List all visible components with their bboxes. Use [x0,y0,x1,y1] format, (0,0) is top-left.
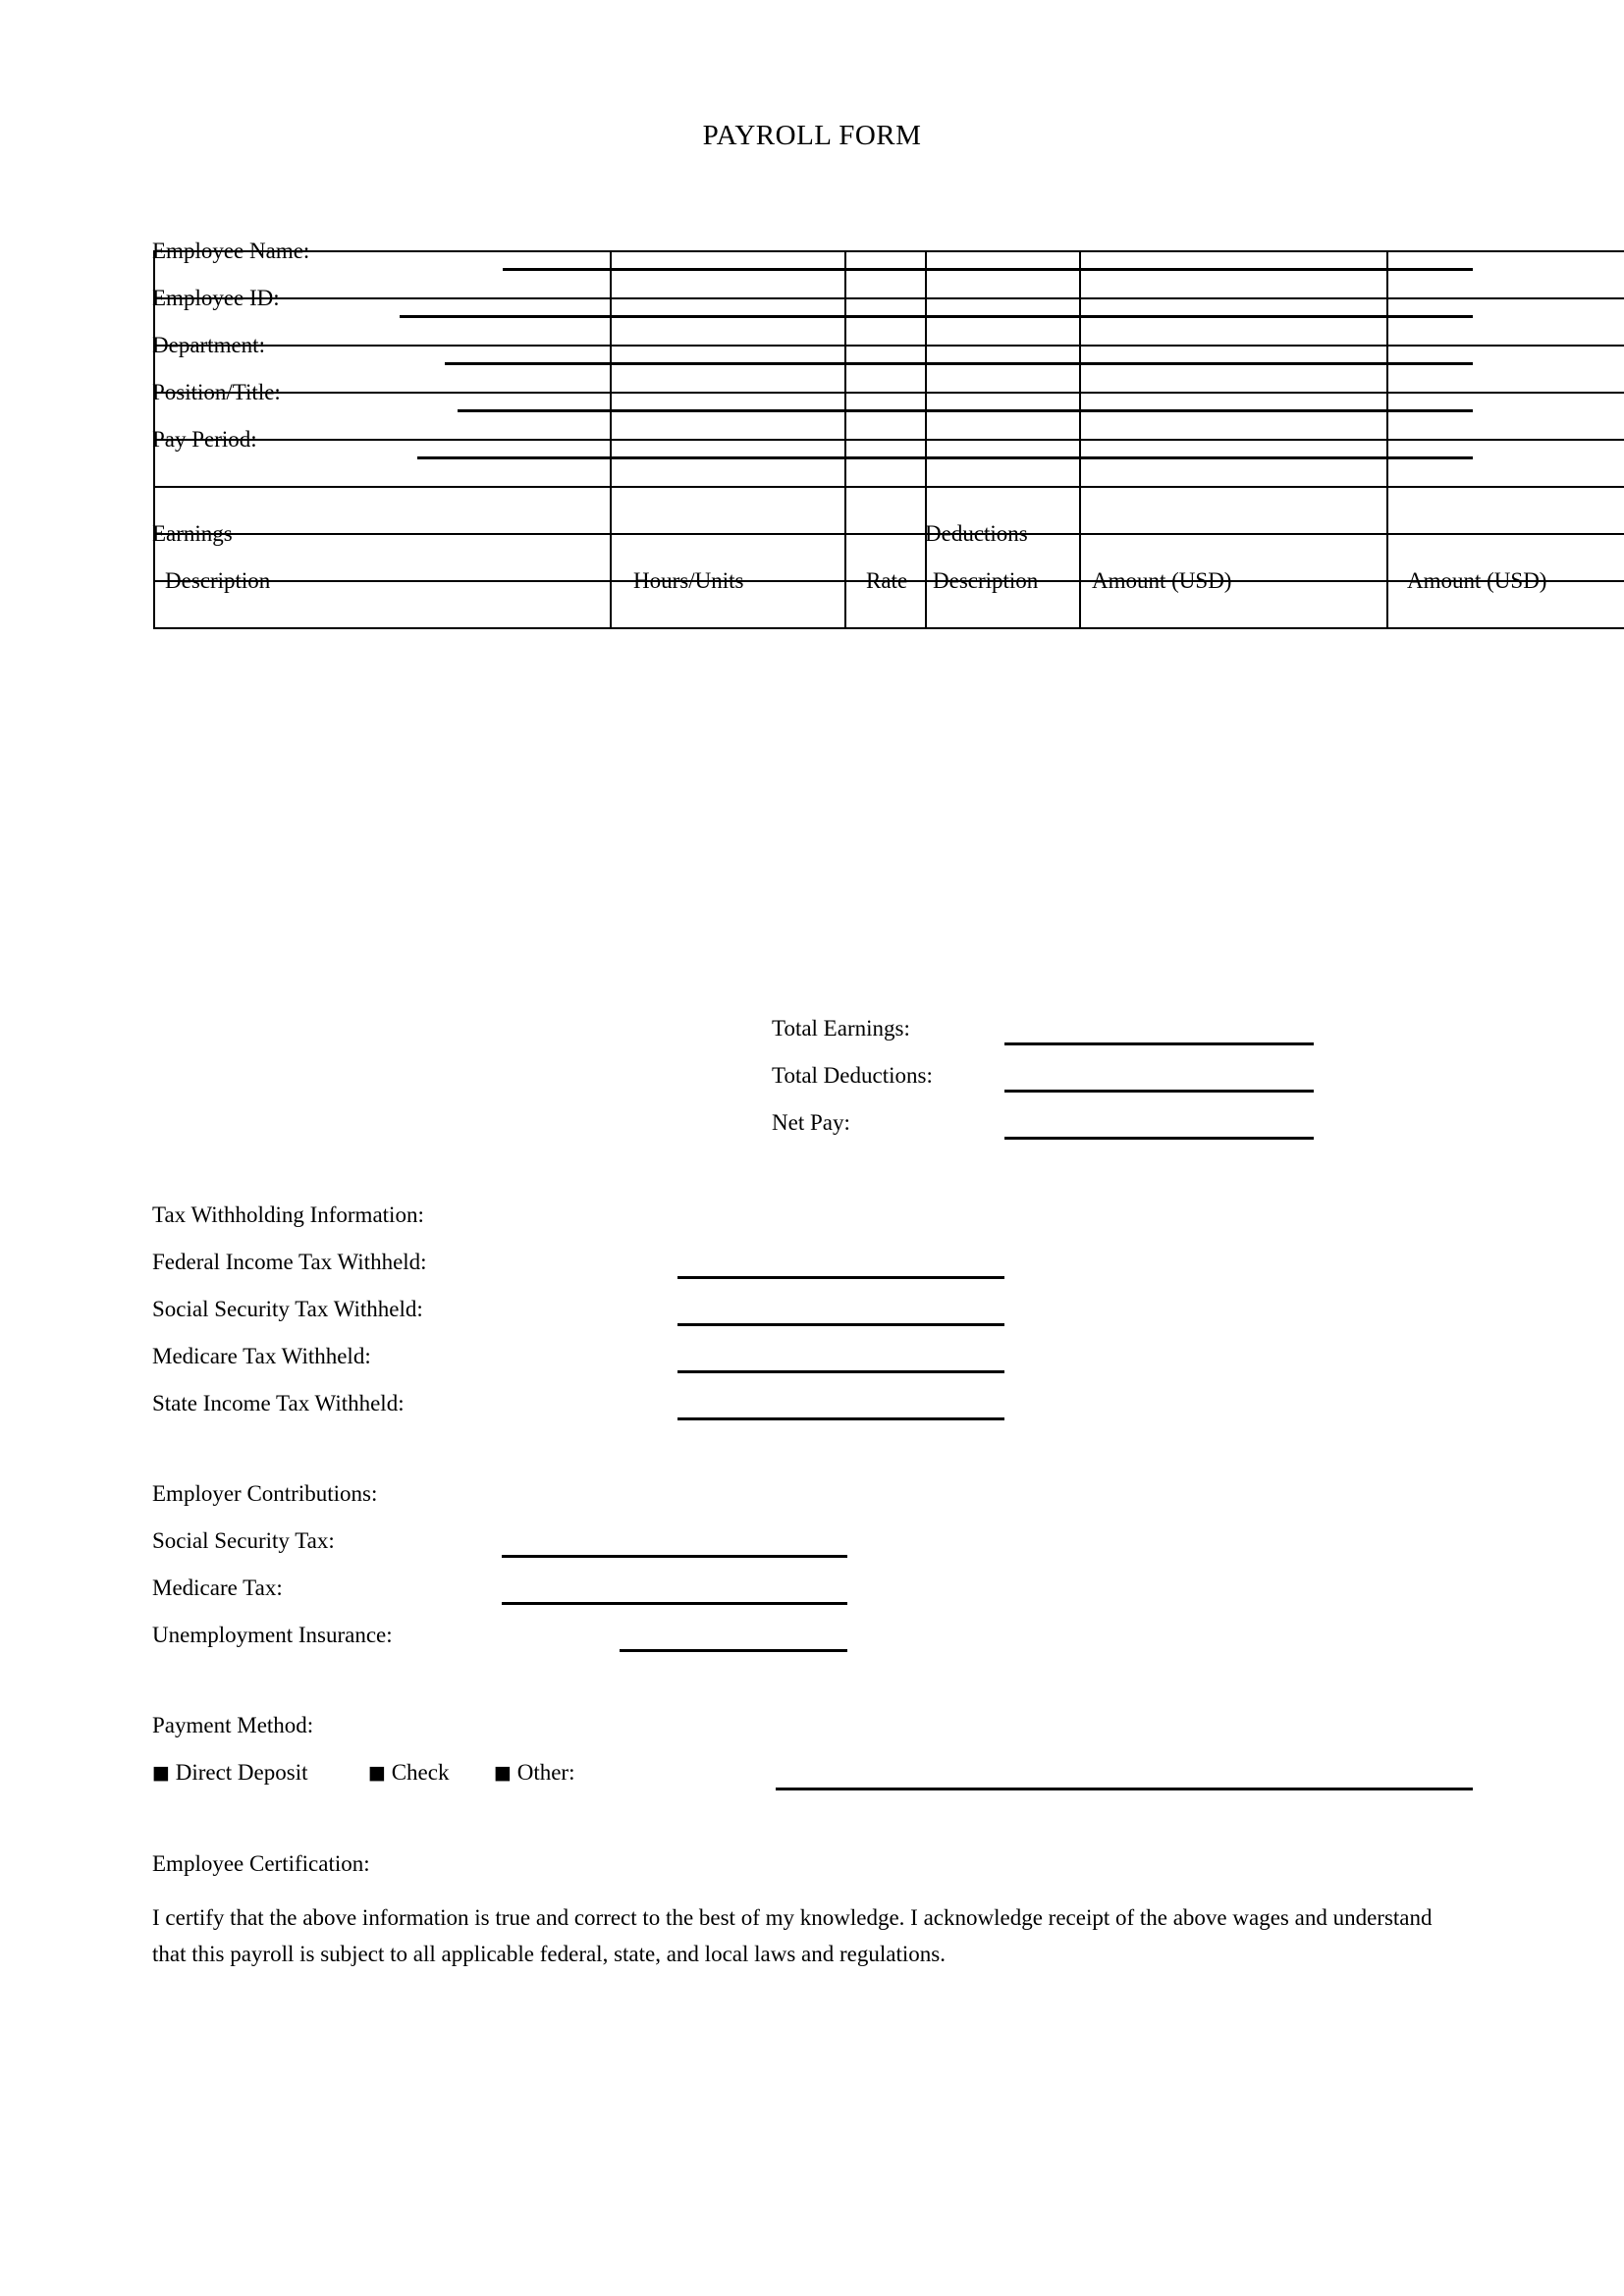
totals-label-total-earnings: Total Earnings: [772,1016,910,1041]
tax-rule-medicare[interactable] [677,1370,1004,1373]
tax-label-medicare: Medicare Tax Withheld: [152,1344,371,1368]
table-vline-4 [1079,250,1081,629]
table-col-header-deductions-description: Description [933,568,1039,593]
certification-body: I certify that the above information is true and correct to the best of my knowledge. I acknowledge receipt of the above wages and understand that this payroll is subject to all applicable federal, state, and local laws and regulations. [152,1905,1433,1967]
field-label-department: Department: [152,333,265,357]
employer-rule-medicare[interactable] [502,1602,847,1605]
field-label-pay-period: Pay Period: [152,427,257,452]
field-rule-employee-id[interactable] [400,315,1473,318]
table-group-header-earnings: Earnings [152,521,233,546]
employer-contributions-heading: Employer Contributions: [152,1481,378,1506]
table-vline-3 [925,250,927,629]
table-vline-2 [844,250,846,629]
table-hline-3 [153,392,1624,394]
table-vline-5 [1386,250,1388,629]
tax-rule-social-security[interactable] [677,1323,1004,1326]
employer-label-social-security: Social Security Tax: [152,1528,335,1553]
field-rule-pay-period[interactable] [417,456,1473,459]
checkbox-other-icon[interactable]: ■ [494,1762,512,1784]
totals-rule-total-earnings[interactable] [1004,1042,1314,1045]
payment-method-other-rule[interactable] [776,1788,1473,1790]
table-group-header-deductions: Deductions [925,521,1028,546]
table-hline-4 [153,439,1624,441]
tax-withholding-heading: Tax Withholding Information: [152,1202,424,1227]
employer-rule-social-security[interactable] [502,1555,847,1558]
table-hline-5 [153,486,1624,488]
table-col-header-rate: Rate [866,568,908,593]
totals-rule-total-deductions[interactable] [1004,1090,1314,1093]
totals-label-total-deductions: Total Deductions: [772,1063,933,1088]
table-vline-1 [610,250,612,629]
table-col-header-earnings-description: Description [165,568,271,593]
table-hline-6 [153,533,1624,535]
table-hline-1 [153,297,1624,299]
field-rule-position-title[interactable] [458,409,1473,412]
table-hline-bottom [153,627,1624,629]
table-col-header-hours-units: Hours/Units [633,568,744,593]
field-label-position-title: Position/Title: [152,380,281,404]
field-rule-employee-name[interactable] [503,268,1473,271]
payment-option-label-check: Check [391,1760,450,1785]
employer-rule-unemployment-insurance[interactable] [620,1649,847,1652]
checkbox-check-icon[interactable]: ■ [368,1762,386,1784]
tax-rule-federal-income[interactable] [677,1276,1004,1279]
checkbox-direct-deposit-icon[interactable]: ■ [152,1762,170,1784]
totals-label-net-pay: Net Pay: [772,1110,850,1135]
table-hline-2 [153,345,1624,347]
field-label-employee-id: Employee ID: [152,286,280,310]
payment-option-check[interactable] [368,1761,449,1784]
tax-label-federal-income: Federal Income Tax Withheld: [152,1250,427,1274]
table-col-header-earnings-amount: Amount (USD) [1092,568,1232,593]
table-col-header-deductions-amount: Amount (USD) [1407,568,1547,593]
table-hline-top [153,250,1624,252]
payment-option-direct-deposit[interactable] [152,1761,307,1784]
page-title: PAYROLL FORM [702,120,922,151]
field-label-employee-name: Employee Name: [152,239,310,263]
payment-option-label-other: Other: [516,1760,575,1785]
payment-option-other[interactable] [494,1761,574,1784]
employer-label-unemployment-insurance: Unemployment Insurance: [152,1623,393,1647]
totals-rule-net-pay[interactable] [1004,1137,1314,1140]
payment-option-label-direct-deposit: Direct Deposit [175,1760,308,1785]
tax-rule-state-income[interactable] [677,1417,1004,1420]
payment-method-heading: Payment Method: [152,1713,314,1737]
certification-heading: Employee Certification: [152,1851,370,1876]
employer-label-medicare: Medicare Tax: [152,1575,283,1600]
field-rule-department[interactable] [445,362,1473,365]
tax-label-social-security: Social Security Tax Withheld: [152,1297,423,1321]
tax-label-state-income: State Income Tax Withheld: [152,1391,405,1415]
